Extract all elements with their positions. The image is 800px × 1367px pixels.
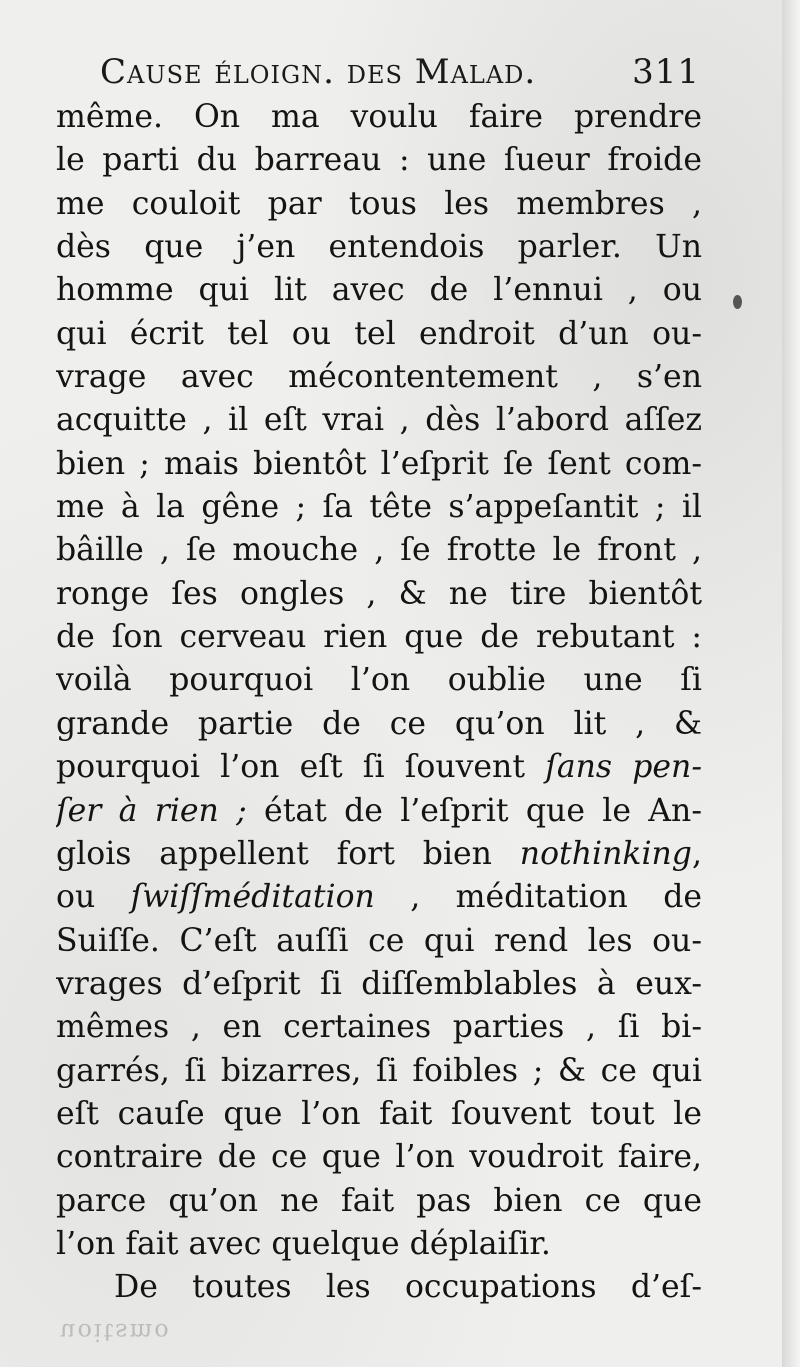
- text-line: bâille , ſe mouche , ſe frotte le front ,: [56, 532, 702, 569]
- line-italic: ſans pen-: [545, 749, 702, 786]
- text-line: ronge ſes ongles , & ne tire bientôt: [56, 575, 702, 612]
- text-line: De toutes les occupations d’eſ-: [114, 1269, 702, 1306]
- text-line: me couloit par tous les membres ,: [56, 185, 702, 222]
- line-roman: pourquoi l’on eſt ſi ſouvent: [56, 749, 546, 786]
- text-line: de ſon cerveau rien que de rebutant :: [56, 619, 702, 656]
- line-roman: glois appellent fort bien: [56, 835, 520, 872]
- line-italic: ſer à rien ;: [56, 792, 247, 829]
- running-title: Cause éloign. des Malad.: [100, 52, 537, 92]
- text-line: contraire de ce que l’on voudroit faire,: [56, 1139, 702, 1176]
- text-line: acquitte , il eſt vrai , dès l’abord aſſez: [56, 402, 702, 439]
- text-line: eſt cauſe que l’on fait ſouvent tout le: [56, 1095, 702, 1132]
- text-line: l’on fait avec quelque déplaiſir.: [56, 1225, 551, 1262]
- text-line: [56, 790, 702, 833]
- body-text: [56, 96, 702, 1310]
- line-roman: état de l’eſprit que le An-: [246, 792, 702, 829]
- text-line: Suiſſe. C’eſt auſſi ce qui rend les ou-: [56, 922, 702, 959]
- line-italic: nothinking: [519, 835, 692, 872]
- text-line: voilà pourquoi l’on oublie une ſi: [56, 662, 702, 699]
- line-roman: , méditation de: [374, 879, 702, 916]
- text-line: parce qu’on ne fait pas bien ce que: [56, 1182, 702, 1219]
- bleed-through-text: uoitsmo: [60, 1318, 171, 1346]
- line-roman: ,: [691, 835, 702, 872]
- running-header: [100, 52, 700, 92]
- text-line: homme qui lit avec de l’ennui , ou: [56, 272, 702, 309]
- text-line: garrés, ſi bizarres, ſi foibles ; & ce qui: [56, 1052, 702, 1089]
- text-line: bien ; mais bientôt l’eſprit ſe ſent com-: [56, 445, 702, 482]
- text-line: [56, 746, 702, 789]
- text-line: vrage avec mécontentement , s’en: [56, 359, 702, 396]
- text-line: [56, 833, 702, 876]
- line-roman: ou: [56, 879, 131, 916]
- text-line: vrages d’eſprit ſi diſſemblables à eux-: [56, 965, 702, 1002]
- text-line: même. On ma voulu faire prendre: [56, 99, 702, 135]
- text-line: le parti du barreau : une ſueur froide: [56, 142, 702, 179]
- text-line: me à la gêne ; ſa tête s’appeſantit ; il: [56, 489, 702, 526]
- line-italic: ſwiſſméditation: [130, 879, 375, 916]
- ink-spot: [733, 295, 742, 309]
- text-line: mêmes , en certaines parties , ſi bi-: [56, 1009, 702, 1046]
- page-edge: [782, 0, 800, 1367]
- text-line: grande partie de ce qu’on lit , &: [56, 705, 702, 742]
- page-number: 311: [632, 52, 700, 92]
- text-line: qui écrit tel ou tel endroit d’un ou-: [56, 315, 702, 352]
- text-line: [56, 876, 702, 919]
- text-line: dès que j’en entendois parler. Un: [56, 229, 702, 266]
